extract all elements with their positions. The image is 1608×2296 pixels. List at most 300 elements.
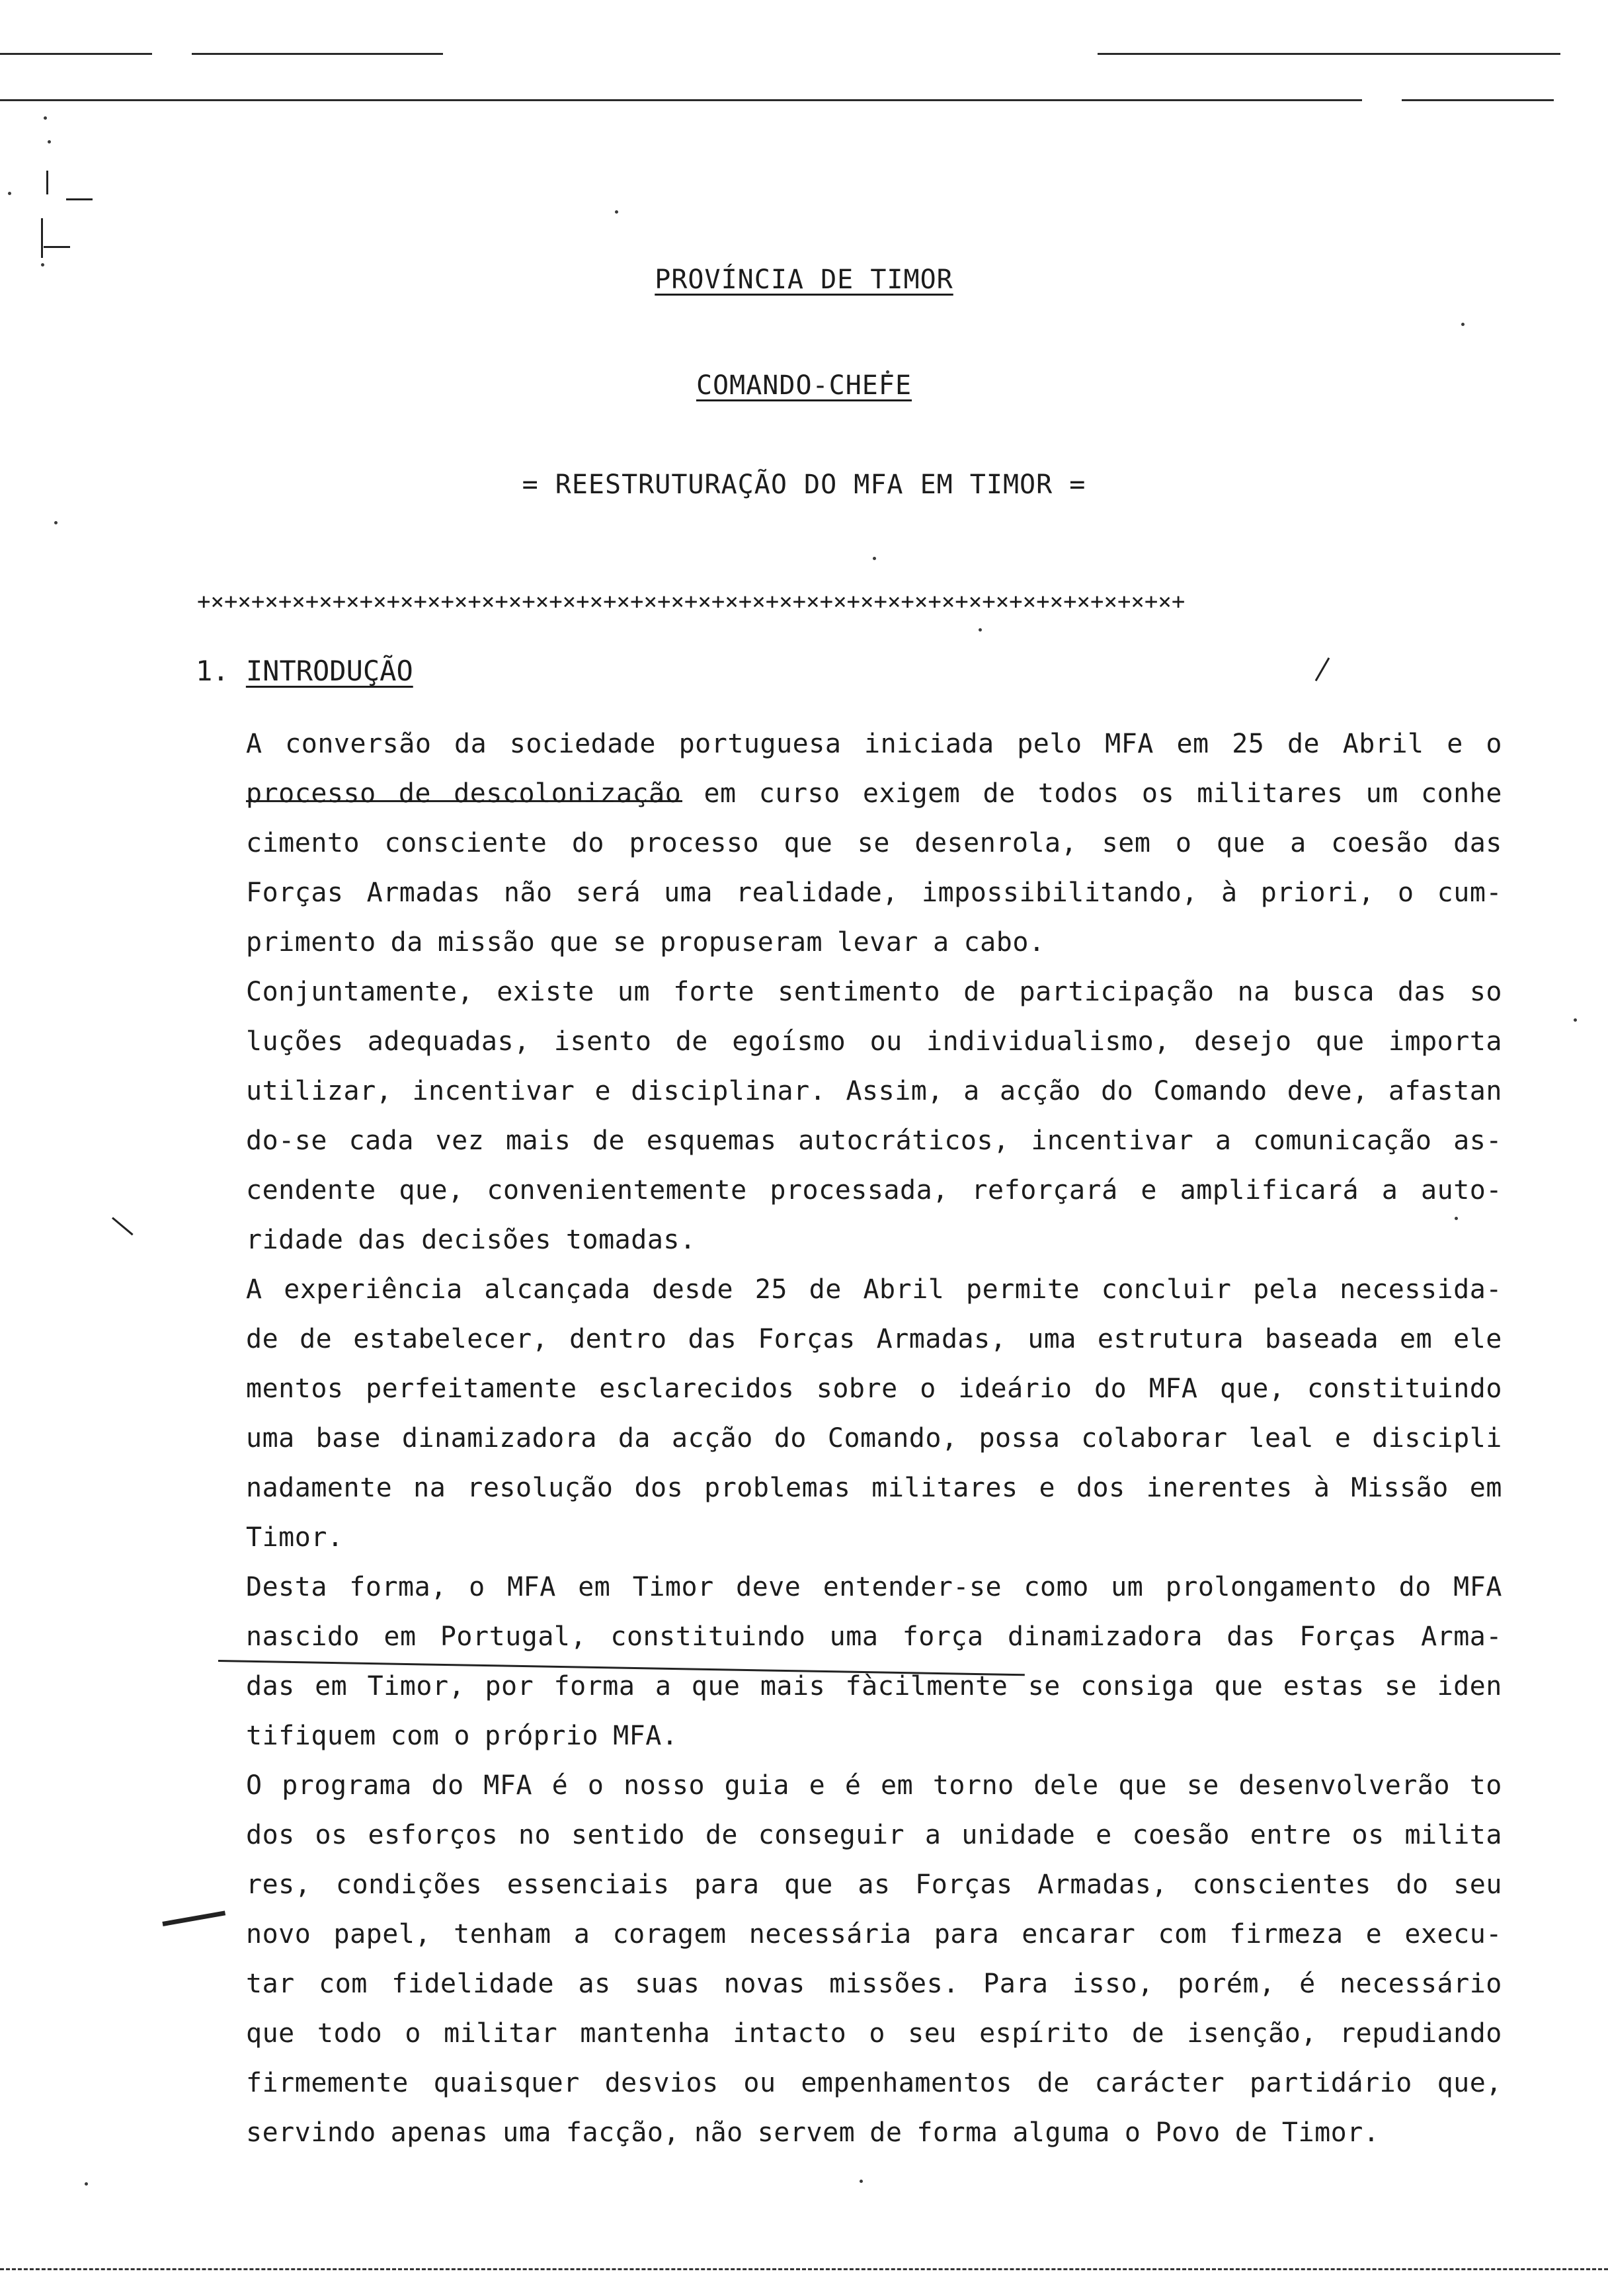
body-word: se: [1027, 1671, 1061, 1702]
body-word: 25: [1232, 729, 1265, 759]
body-word: fàcilmente: [845, 1671, 1008, 1702]
body-word: Timor,: [367, 1671, 465, 1702]
body-word: uma: [246, 1423, 295, 1454]
body-word: Missão: [1351, 1473, 1449, 1503]
body-word: guia: [724, 1770, 789, 1801]
body-word: autocráticos,: [798, 1126, 1010, 1156]
body-line: [246, 967, 1502, 1017]
body-word: o: [1486, 729, 1502, 759]
body-line: [246, 1563, 1502, 1612]
body-word: portuguesa: [678, 729, 842, 759]
body-word: conhe: [1420, 778, 1502, 809]
body-word: que: [1216, 828, 1266, 858]
scan-edge-top-mid: [192, 53, 443, 55]
body-word: seu: [908, 2018, 957, 2049]
body-line: [246, 918, 1502, 967]
body-word: partidário: [1249, 2068, 1412, 2098]
body-word: e: [594, 1076, 612, 1106]
body-word: seu: [1453, 1869, 1502, 1900]
body-word: desenrola,: [914, 828, 1078, 858]
body-word: a: [924, 1820, 942, 1850]
body-word: das: [358, 1225, 407, 1255]
body-word: do: [1396, 1869, 1429, 1900]
body-word: a: [655, 1671, 672, 1702]
body-word: mais: [760, 1671, 826, 1702]
body-word: em: [1400, 1324, 1433, 1354]
body-word: esforços: [368, 1820, 499, 1850]
scan-speck: [860, 2180, 863, 2183]
body-line: [246, 1860, 1502, 1910]
body-word: a: [933, 927, 949, 958]
body-word: facção,: [565, 2117, 680, 2148]
body-word: das: [1226, 1621, 1275, 1652]
body-word: discipli: [1372, 1423, 1502, 1454]
body-word: priori,: [1260, 878, 1375, 908]
introduction-body: [246, 719, 1502, 2158]
body-word: consiga: [1080, 1671, 1195, 1702]
body-word: que,: [1220, 1374, 1285, 1404]
body-word: tomadas.: [565, 1225, 696, 1255]
body-word: as-: [1453, 1126, 1502, 1156]
body-word: afastan: [1388, 1076, 1502, 1106]
body-word: cabo.: [963, 927, 1045, 958]
body-word: desvios: [604, 2068, 719, 2098]
body-word: com: [319, 1969, 368, 1999]
body-word: de: [809, 1274, 842, 1305]
body-word: coragem: [612, 1919, 727, 1949]
body-word: propuseram: [660, 927, 823, 958]
body-word: Povo: [1155, 2117, 1221, 2148]
body-word: sobre: [816, 1374, 898, 1404]
body-word: para: [694, 1869, 760, 1900]
body-word: auto-: [1421, 1175, 1502, 1206]
scan-edge-top-right: [1098, 53, 1560, 55]
body-word: forma,: [349, 1572, 447, 1602]
body-word: para: [934, 1919, 1000, 1949]
body-word: necessário: [1340, 1969, 1502, 1999]
body-line: [246, 1811, 1502, 1860]
body-word: MFA: [507, 1572, 556, 1602]
body-line: [246, 2108, 1502, 2158]
body-word: que: [1118, 1770, 1168, 1801]
body-word: Armadas,: [876, 1324, 1007, 1354]
body-line: [246, 1761, 1502, 1811]
body-word: res,: [246, 1869, 311, 1900]
body-line: [246, 1959, 1502, 2009]
scan-speck: [1461, 323, 1465, 326]
body-word: é: [1299, 1969, 1316, 1999]
body-word: o: [454, 1721, 470, 1751]
body-word: suas: [635, 1969, 700, 1999]
body-word: da: [618, 1423, 651, 1454]
body-word: que,: [399, 1175, 464, 1206]
body-word: 25: [754, 1274, 787, 1305]
body-word: de: [1234, 2117, 1267, 2148]
body-word: os: [1141, 778, 1175, 809]
body-word: to: [1469, 1770, 1502, 1801]
body-word: que: [1214, 1671, 1264, 1702]
body-word: acção: [671, 1423, 753, 1454]
body-word: entre: [1250, 1820, 1332, 1850]
body-word: sentido: [571, 1820, 686, 1850]
body-word: condições: [335, 1869, 483, 1900]
body-word: acção: [999, 1076, 1081, 1106]
body-word: que: [549, 927, 599, 958]
body-word: não: [694, 2117, 743, 2148]
body-word: consciente: [384, 828, 547, 858]
body-word: em: [578, 1572, 611, 1602]
body-word: desenvolverão: [1238, 1770, 1451, 1801]
body-line: [246, 1463, 1502, 1513]
body-word: unidade: [961, 1820, 1076, 1850]
body-word: Forças: [758, 1324, 856, 1354]
command-title-text: COMANDO-CHEFE: [696, 370, 912, 401]
body-word: os: [1351, 1820, 1385, 1850]
body-word: resolução: [467, 1473, 614, 1503]
body-word: que,: [1437, 2068, 1502, 2098]
body-word: e: [809, 1770, 826, 1801]
body-line: [246, 1364, 1502, 1414]
body-word: colaborar: [1081, 1423, 1228, 1454]
body-word: de: [983, 778, 1016, 809]
body-word: participação: [1019, 977, 1215, 1007]
body-word: e: [1365, 1919, 1383, 1949]
scan-speck: [1574, 1018, 1577, 1022]
body-word: iden: [1437, 1671, 1502, 1702]
body-word: com: [390, 1721, 440, 1751]
body-word: repudiando: [1340, 2018, 1502, 2049]
body-word: de: [963, 977, 996, 1007]
body-word: militar: [444, 2018, 558, 2049]
body-word: uma: [664, 878, 713, 908]
body-word: dos: [246, 1820, 295, 1850]
body-word: cum-: [1437, 878, 1502, 908]
body-word: reforçará: [971, 1175, 1118, 1206]
body-word: de: [1287, 729, 1320, 759]
body-word: de: [705, 1820, 738, 1850]
body-word: incentivar: [1031, 1126, 1194, 1156]
body-word: à: [1313, 1473, 1330, 1503]
body-word: na: [413, 1473, 446, 1503]
body-word: nadamente: [246, 1473, 393, 1503]
body-word: dos: [1076, 1473, 1125, 1503]
body-word: se: [857, 828, 890, 858]
body-word: e: [1096, 1820, 1112, 1850]
body-word: é: [551, 1770, 569, 1801]
body-word: um: [617, 977, 651, 1007]
body-word: ridade: [246, 1225, 344, 1255]
scan-slash: [1315, 657, 1330, 681]
body-word: de: [869, 2117, 903, 2148]
body-line: [246, 1711, 1502, 1761]
body-word: deve: [736, 1572, 801, 1602]
body-word: sem: [1102, 828, 1151, 858]
body-word: em: [881, 1770, 914, 1801]
body-word: esclarecidos: [599, 1374, 795, 1404]
scan-speck: [979, 628, 982, 632]
body-line: [246, 1662, 1502, 1711]
body-word: Forças: [1299, 1621, 1397, 1652]
body-line: [246, 1315, 1502, 1364]
body-word: sentimento: [778, 977, 941, 1007]
body-word: a: [1215, 1126, 1232, 1156]
body-word: forma: [553, 1671, 635, 1702]
body-word: e: [1141, 1175, 1157, 1206]
body-word: amplificará: [1180, 1175, 1359, 1206]
body-word: MFA: [483, 1770, 533, 1801]
margin-mark: [46, 171, 51, 194]
body-word: mais: [505, 1126, 571, 1156]
margin-dash: [112, 1217, 134, 1235]
margin-mark: [66, 198, 93, 200]
body-word: isso,: [1072, 1969, 1154, 1999]
body-word: e: [1334, 1423, 1351, 1454]
divider-row: +×+×+×+×+×+×+×+×+×+×+×+×+×+×+×+×+×+×+×+×+×+×+×+×+×+×+×+×+×+×+×+×+×+×+×+×+: [197, 589, 1186, 615]
body-word: é: [844, 1770, 862, 1801]
section-number: 1.: [196, 655, 229, 687]
body-word: conscientes: [1192, 1869, 1371, 1900]
body-word: dinamizadora: [1007, 1621, 1203, 1652]
body-word: luções: [246, 1026, 344, 1057]
body-word: servindo: [246, 2117, 376, 2148]
body-word: de: [398, 778, 431, 809]
body-word: coesão: [1132, 1820, 1230, 1850]
body-word: baseada: [1265, 1324, 1379, 1354]
body-word: do: [774, 1423, 807, 1454]
body-word: primento: [246, 927, 376, 958]
body-word: dele: [1033, 1770, 1099, 1801]
body-word: o: [469, 1572, 485, 1602]
body-line: [246, 719, 1502, 769]
body-word: todo: [317, 2018, 383, 2049]
body-word: individualismo,: [926, 1026, 1170, 1057]
body-word: forma: [916, 2117, 998, 2148]
body-word: essenciais: [506, 1869, 670, 1900]
body-word: entender-se: [823, 1572, 1002, 1602]
body-word: estabelecer,: [353, 1324, 549, 1354]
body-word: descolonização: [454, 778, 682, 809]
body-word: novas: [723, 1969, 805, 1999]
body-word: com: [1158, 1919, 1207, 1949]
body-word: apenas: [390, 2117, 489, 2148]
body-word: Portugal,: [440, 1621, 587, 1652]
body-word: em: [315, 1671, 348, 1702]
body-word: de: [300, 1324, 333, 1354]
body-word: o: [920, 1374, 936, 1404]
body-word: das: [1397, 977, 1447, 1007]
body-word: MFA: [1105, 729, 1154, 759]
body-word: ideário: [958, 1374, 1072, 1404]
body-word: desde: [652, 1274, 734, 1305]
body-word: permite: [966, 1274, 1080, 1305]
body-word: realidade,: [736, 878, 899, 908]
body-word: inerentes: [1146, 1473, 1293, 1503]
body-word: carácter: [1094, 2068, 1225, 2098]
body-word: de: [592, 1126, 625, 1156]
body-word: adequadas,: [367, 1026, 530, 1057]
scan-speck: [873, 557, 876, 560]
body-word: Arma-: [1421, 1621, 1502, 1652]
body-word: concluir: [1101, 1274, 1232, 1305]
body-word: Abril: [863, 1274, 945, 1305]
body-word: deve,: [1287, 1076, 1369, 1106]
body-word: MFA: [1148, 1374, 1198, 1404]
body-word: cada: [348, 1126, 414, 1156]
body-word: firmeza: [1229, 1919, 1344, 1949]
body-word: de: [1037, 2068, 1070, 2098]
body-word: milita: [1404, 1820, 1502, 1850]
body-word: na: [1237, 977, 1270, 1007]
body-word: no: [518, 1820, 551, 1850]
body-word: dinamizadora: [401, 1423, 597, 1454]
body-word: em: [1176, 729, 1209, 759]
body-word: uma: [829, 1621, 879, 1652]
body-word: esquemas: [646, 1126, 777, 1156]
body-word: Conjuntamente,: [246, 977, 474, 1007]
body-word: e: [1039, 1473, 1056, 1503]
margin-mark: [41, 218, 46, 258]
body-word: possa: [979, 1423, 1061, 1454]
body-word: busca: [1293, 977, 1375, 1007]
body-word: do: [1101, 1076, 1134, 1106]
body-word: importa: [1388, 1026, 1502, 1057]
body-word: o: [587, 1770, 604, 1801]
body-word: de: [675, 1026, 708, 1057]
body-line: [246, 1513, 1502, 1563]
body-word: que: [691, 1671, 741, 1702]
body-word: militares: [1197, 778, 1344, 809]
body-word: comunicação: [1253, 1126, 1432, 1156]
body-word: conseguir: [758, 1820, 905, 1850]
body-word: programa: [282, 1770, 412, 1801]
margin-speck: [8, 192, 11, 195]
scan-edge-top-left: [0, 53, 152, 55]
body-word: execu-: [1404, 1919, 1502, 1949]
body-word: leal: [1248, 1423, 1314, 1454]
body-word: Abril: [1342, 729, 1424, 759]
body-word: das: [1453, 828, 1502, 858]
body-word: Forças: [915, 1869, 1013, 1900]
body-word: Armadas,: [1037, 1869, 1168, 1900]
body-word: os: [315, 1820, 348, 1850]
body-word: o: [1124, 2117, 1141, 2148]
body-word: existe: [497, 977, 594, 1007]
body-line: [246, 2009, 1502, 2059]
body-word: Timor.: [1281, 2117, 1380, 2148]
body-word: papel,: [333, 1919, 431, 1949]
body-word: o: [1397, 878, 1414, 908]
body-word: convenientemente: [487, 1175, 747, 1206]
body-word: se: [613, 927, 646, 958]
body-line: [246, 1116, 1502, 1166]
body-word: que: [784, 1869, 833, 1900]
body-word: a: [573, 1919, 590, 1949]
body-word: ou: [743, 2068, 776, 2098]
body-word: em: [1469, 1473, 1502, 1503]
body-word: tifiquem: [246, 1721, 376, 1751]
body-word: como: [1024, 1572, 1089, 1602]
body-word: mantenha: [580, 2018, 711, 2049]
section-heading: [196, 655, 413, 687]
body-word: problemas: [704, 1473, 851, 1503]
body-word: em: [383, 1621, 417, 1652]
body-word: tar: [246, 1969, 295, 1999]
body-word: um: [1365, 778, 1398, 809]
body-word: levar: [837, 927, 918, 958]
body-word: não: [503, 878, 553, 908]
body-word: dentro: [569, 1324, 667, 1354]
body-word: Comando: [1153, 1076, 1267, 1106]
body-word: alguma: [1012, 2117, 1110, 2148]
body-word: constituindo: [610, 1621, 806, 1652]
body-word: exigem: [862, 778, 961, 809]
body-word: prolongamento: [1165, 1572, 1377, 1602]
body-word: se: [1384, 1671, 1418, 1702]
body-word: ele: [1453, 1324, 1502, 1354]
command-title: [0, 370, 1608, 401]
body-word: de: [1131, 2018, 1165, 2049]
body-word: fidelidade: [391, 1969, 555, 1999]
body-word: mentos: [246, 1374, 344, 1404]
body-word: Timor: [632, 1572, 714, 1602]
body-word: tenham: [454, 1919, 551, 1949]
body-word: isento: [553, 1026, 652, 1057]
body-word: nosso: [623, 1770, 705, 1801]
body-word: perfeitamente: [366, 1374, 577, 1404]
body-word: do-se: [246, 1126, 327, 1156]
body-word: o: [1175, 828, 1192, 858]
body-word: so: [1469, 977, 1502, 1007]
body-word: estrutura: [1097, 1324, 1244, 1354]
body-word: alcançada: [484, 1274, 631, 1305]
body-line: [246, 1910, 1502, 1959]
scan-speck: [85, 2182, 88, 2186]
body-word: será: [575, 878, 641, 908]
body-word: que: [784, 828, 833, 858]
body-word: da: [390, 927, 423, 958]
body-line: [246, 1414, 1502, 1463]
province-title: [0, 265, 1608, 295]
body-word: MFA: [1453, 1572, 1502, 1602]
body-word: MFA.: [613, 1721, 678, 1751]
margin-speck: [44, 116, 47, 120]
body-word: constituindo: [1306, 1374, 1502, 1404]
body-word: as: [858, 1869, 891, 1900]
body-word: firmemente: [246, 2068, 409, 2098]
body-word: experiência: [284, 1274, 463, 1305]
body-word: as: [578, 1969, 611, 1999]
body-word: necessária: [748, 1919, 912, 1949]
body-word: que: [1315, 1026, 1365, 1057]
margin-scribble: [162, 1910, 225, 1926]
body-word: quaisquer: [433, 2068, 580, 2098]
body-word: porém,: [1178, 1969, 1275, 1999]
body-word: A: [246, 729, 262, 759]
body-word: força: [902, 1621, 984, 1652]
body-line: [246, 2059, 1502, 2108]
subject-title: [0, 470, 1608, 500]
body-word: a: [1290, 828, 1306, 858]
body-word: desejo: [1194, 1026, 1292, 1057]
body-word: em: [704, 778, 737, 809]
body-word: missões.: [829, 1969, 959, 1999]
body-word: Assim,: [846, 1076, 944, 1106]
body-word: impossibilitando,: [921, 878, 1198, 908]
body-line: [246, 1067, 1502, 1116]
body-word: espírito: [979, 2018, 1109, 2049]
body-word: do: [1094, 1374, 1127, 1404]
body-word: estas: [1283, 1671, 1365, 1702]
